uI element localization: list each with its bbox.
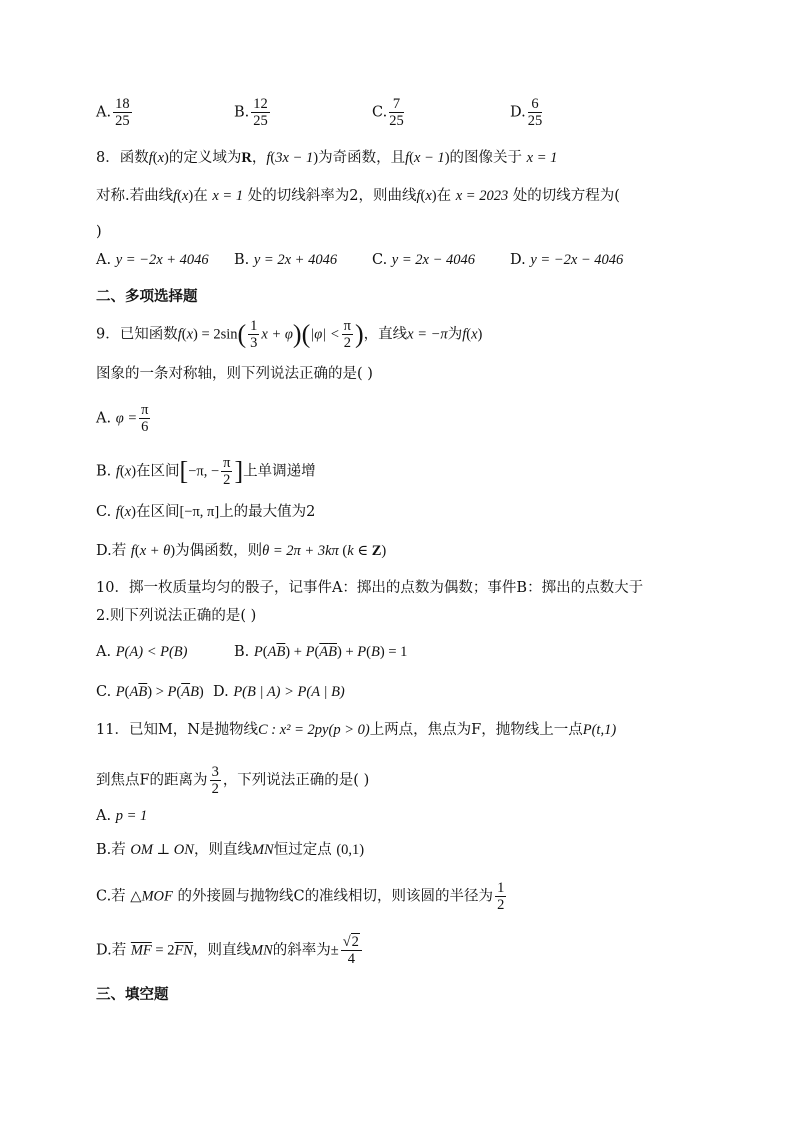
q9-fraction-pi-half: $\frac{\pi}{2}$ xyxy=(343,318,351,351)
q9-line-2: 图象的一条对称轴，则下列说法正确的是( ) xyxy=(96,366,373,382)
q11-option-d-fraction: $\frac{√2}{4}$ xyxy=(341,934,362,967)
q8-option-a: A. y = −2x + 4046 xyxy=(96,252,209,268)
q9-option-b: B. f(x)在区间[−π, − $\frac{\pi}{2}$ ]上单调递增 xyxy=(96,455,316,488)
q8-option-b: B. y = 2x + 4046 xyxy=(234,252,338,268)
q7-option-c-label: C. xyxy=(372,104,388,121)
q9-number: 9． xyxy=(96,326,120,343)
q7-option-d-label: D. xyxy=(510,104,526,121)
q9-option-b-fraction: $\frac{\pi}{2}$ xyxy=(223,455,231,488)
q8-line-3: ) xyxy=(96,224,102,240)
q8-option-c: C. y = 2x − 4046 xyxy=(372,252,475,268)
q10-option-b: B. $P(A\overline{B}) + P(\overline{A}\overline{B}) + P(B) = 1$ xyxy=(234,644,408,660)
section-heading-fill-in: 三、填空题 xyxy=(96,987,169,1003)
q9-option-a: A. φ = $\frac{\pi}{6}$ xyxy=(96,402,149,435)
q8-number: 8． xyxy=(96,150,120,166)
q8-line-2: 对称.若曲线f(x)在 x = 1 处的切线斜率为2，则曲线f(x)在 x = 2023 处的切线方程为( xyxy=(96,188,620,204)
q11-fraction-three-halves: $\frac{3}{2}$ xyxy=(211,764,219,797)
q9-fraction-one-third: $\frac{1}{3}$ xyxy=(250,318,258,351)
q11-option-b: B.若 OM ⊥ ON，则直线MN恒过定点 (0,1) xyxy=(96,842,365,858)
q9-option-a-fraction: $\frac{\pi}{6}$ xyxy=(141,402,149,435)
q11-option-d: D.若 $\overline{MF} = 2\overline{FN}$，则直线MN的斜率为± $\frac{√2}{4}$ xyxy=(96,934,364,967)
q7-option-c-fraction: $\frac{7}{25}$ xyxy=(389,96,404,129)
q9-line-1: 9．已知函数f(x) = 2sin( $\frac{1}{3}$ x + φ)(|φ| < $\frac{\pi}{2}$ )，直线x = −π为f(x) xyxy=(96,318,483,351)
q10-line-1: 10．掷一枚质量均匀的骰子，记事件A：掷出的点数为偶数；事件B：掷出的点数大于 xyxy=(96,580,644,596)
q11-line-2: 到焦点F的距离为 $\frac{3}{2}$ ，下列说法正确的是( ) xyxy=(96,764,370,797)
q7-option-d-fraction: $\frac{6}{25}$ xyxy=(527,96,543,129)
q8-options-row xyxy=(96,250,623,270)
section-heading-multiple-choice: 二、多项选择题 xyxy=(96,289,198,305)
q8-option-d: D. y = −2x − 4046 xyxy=(510,252,624,268)
q7-option-b-fraction: $\frac{12}{25}$ xyxy=(253,96,268,129)
q10-options-row-2 xyxy=(96,682,345,702)
q7-option-b-label: B. xyxy=(234,104,250,121)
q9-option-d: D.若 f(x + θ)为偶函数，则θ = 2π + 3kπ (k ∈ Z) xyxy=(96,543,387,559)
q10-option-c: C. $P(A\overline{B}) > P(\overline{A}B)$ xyxy=(96,684,204,700)
q10-options-row-1 xyxy=(96,642,407,662)
q11-option-a: A. p = 1 xyxy=(96,808,148,824)
q11-option-c: C.若 △MOF 的外接圆与抛物线C的准线相切，则该圆的半径为 $\frac{1}{2}$ xyxy=(96,880,505,913)
q10-option-d: D. P(B | A) > P(A | B) xyxy=(212,684,345,700)
q10-line-2: 2.则下列说法正确的是( ) xyxy=(96,608,257,624)
q9-option-c: C. f(x)在区间[−π, π]上的最大值为2 xyxy=(96,504,316,520)
q7-option-a-fraction: $\frac{18}{25}$ xyxy=(115,96,130,129)
q7-options-row xyxy=(96,96,544,129)
q11-line-1: 11．已知M，N是抛物线C : x² = 2py(p > 0)上两点，焦点为F，抛物线上一点P(t,1) xyxy=(96,722,617,738)
q7-option-a-label: A. xyxy=(96,104,112,121)
q8-line-1: 8．函数f(x)的定义域为R，f(3x − 1)为奇函数，且f(x − 1)的图像关于 x = 1 xyxy=(96,150,558,166)
q10-option-a: A. P(A) < P(B) xyxy=(96,644,188,660)
q11-option-c-fraction: $\frac{1}{2}$ xyxy=(497,880,505,913)
